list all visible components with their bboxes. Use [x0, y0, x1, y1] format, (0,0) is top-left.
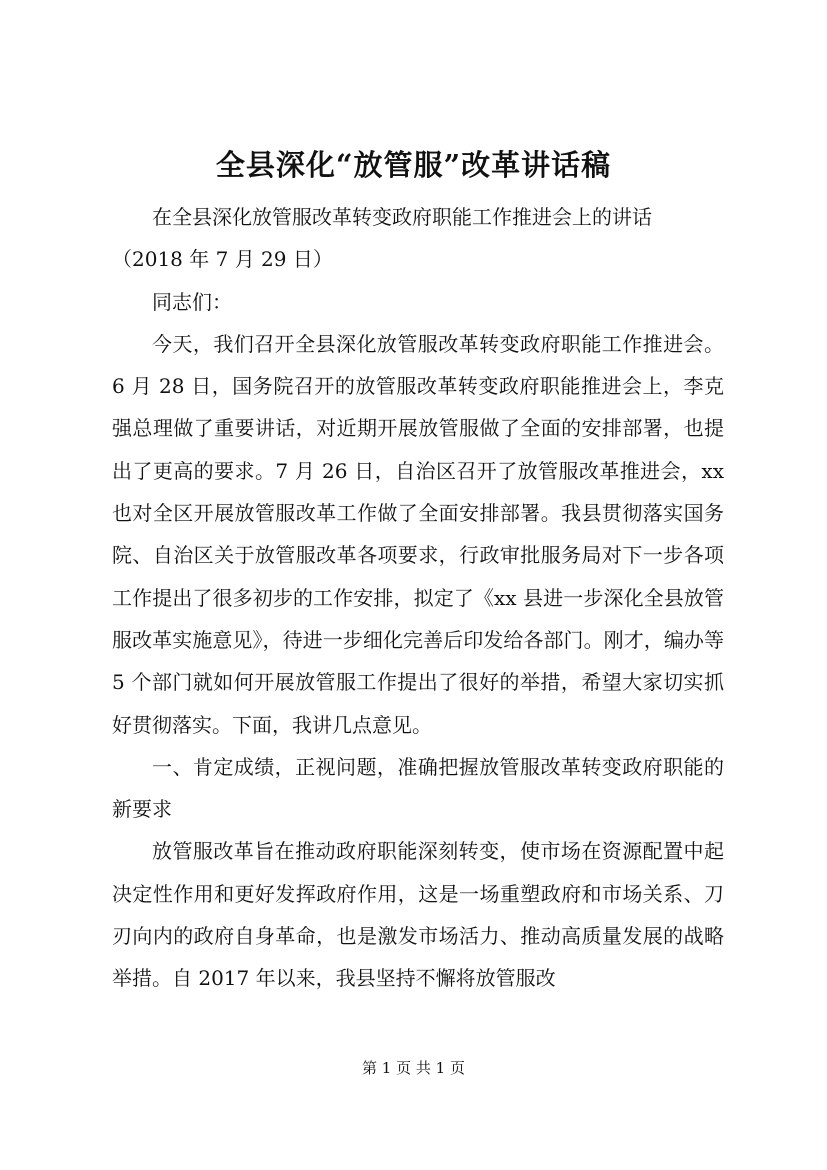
section-heading-1: 一、肯定成绩，正视问题，准确把握放管服改革转变政府职能的新要求 — [112, 754, 724, 822]
speech-date: （2018 年 7 月 29 日） — [112, 247, 333, 272]
page-footer: 第 1 页 共 1 页 — [362, 1059, 465, 1077]
paragraph-section-1: 放管服改革旨在推动政府职能深刻转变，使市场在资源配置中起决定性作用和更好发挥政府作用，这是一场重塑政府和市场关系、刀刃向内的政府自身革命，也是激发市场活力、推动高质量发展的战略举措。自 2017 年以来，我县坚持不懈将放管服改 — [112, 839, 724, 991]
document-body — [112, 196, 724, 1000]
paragraph-intro: 今天，我们召开全县深化放管服改革转变政府职能工作推进会。6 月 28 日，国务院召开的放管服改革转变政府职能推进会上，李克强总理做了重要讲话，对近期开展放管服做了全面的安排部署，也提出了更高的要求。7 月 26 日，自治区召开了放管服改革推进会，xx 也对全区开展放管服改革工作做了全面安排部署。我县贯彻落实国务院、自治区关于放管服改革各项要求，行政审批服务局对下一步各项工作提出了很多初步的工作安排，拟定了《xx 县进一步深化全县放管服改革实施意见》，待进一步细化完善后印发给各部门。刚才，编办等 5 个部门就如何开展放管服工作提出了很好的举措，希望大家切实抓好贯彻落实。下面，我讲几点意见。 — [112, 331, 724, 737]
salutation: 同志们： — [152, 289, 232, 314]
speech-subtitle: 在全县深化放管服改革转变政府职能工作推进会上的讲话 — [152, 205, 652, 229]
document-title: 全县深化“放管服”改革讲话稿 — [215, 148, 612, 182]
